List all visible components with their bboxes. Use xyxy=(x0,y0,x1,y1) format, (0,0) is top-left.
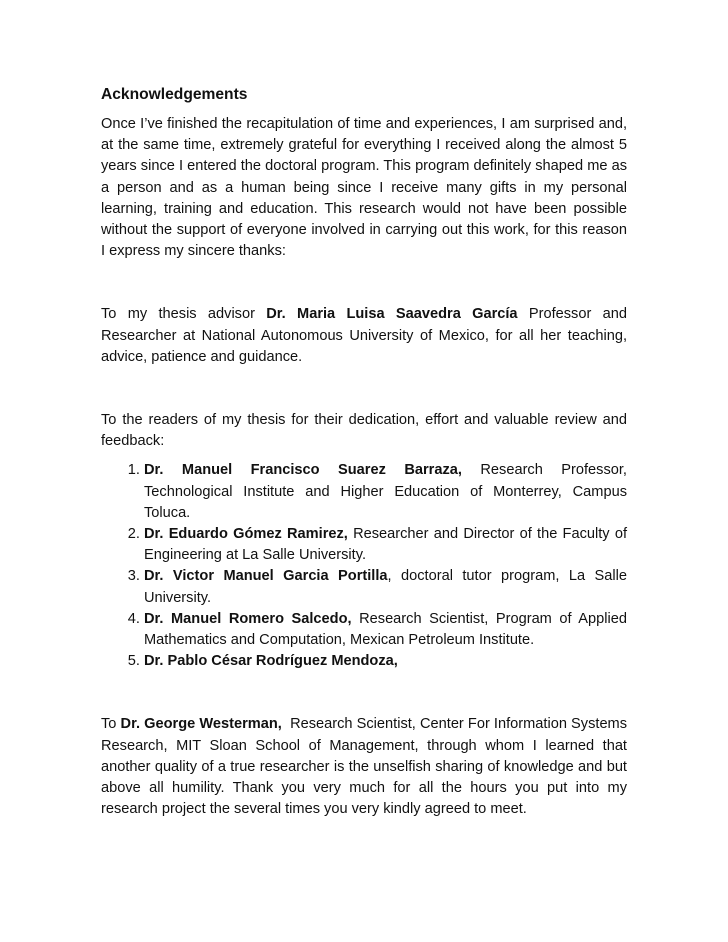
list-item xyxy=(144,524,627,566)
list-item xyxy=(144,651,627,672)
westerman-paragraph xyxy=(101,714,632,820)
page-heading: Acknowledgements xyxy=(101,86,248,103)
westerman-prefix: To xyxy=(101,716,121,733)
advisor-prefix: To my thesis advisor xyxy=(101,306,267,323)
intro-paragraph: Once I’ve finished the recapitulation of time and experiences, I am surprised and, at the same time, extremely grateful for everything I received along the almost 5 years since I entered the doctoral program. This program definitely shaped me as a person and as a human being since I receive many gifts in my personal learning, training and education. This research would not have been possible without the support of everyone involved in carrying out this work, for this reason I express my sincere thanks: xyxy=(101,116,627,260)
reader-name: Dr. Manuel Romero Salcedo, xyxy=(144,610,352,627)
list-item xyxy=(144,609,627,651)
westerman-name: Dr. George Westerman, xyxy=(120,716,282,733)
advisor-name: Dr. Maria Luisa Saavedra García xyxy=(266,306,518,323)
list-item xyxy=(144,566,627,608)
readers-list xyxy=(101,460,627,672)
advisor-rest: Professor and Researcher at National Autonomous University of Mexico, for all her teaching, advice, patience and guidance. xyxy=(101,306,627,365)
reader-name: Dr. Pablo César Rodríguez Mendoza, xyxy=(144,653,398,670)
reader-name: Dr. Eduardo Gómez Ramirez, xyxy=(144,526,348,543)
readers-intro-paragraph: To the readers of my thesis for their dedication, effort and valuable review and feedback: xyxy=(101,412,627,450)
reader-desc: Researcher and Director of the Faculty of Engineering at La Salle University. xyxy=(144,526,627,564)
reader-desc: , doctoral tutor program, La Salle University. xyxy=(144,568,627,606)
document-page xyxy=(101,84,632,820)
reader-name: Dr. Victor Manuel Garcia Portilla xyxy=(144,568,388,585)
westerman-rest: Research Scientist, Center For Information Systems Research, MIT Sloan School of Management, through whom I learned that another quality of a true researcher is the unselfish sharing of knowledge and but above all humility. Thank you very much for all the hours you put into my research project the several times you very kindly agreed to meet. xyxy=(101,716,632,818)
list-item xyxy=(144,460,627,524)
reader-desc: Research Professor, Technological Institute and Higher Education of Monterrey, Campus Toluca. xyxy=(144,462,627,521)
reader-name: Dr. Manuel Francisco Suarez Barraza, xyxy=(144,462,462,479)
advisor-paragraph xyxy=(101,304,627,368)
reader-desc: Research Scientist, Program of Applied Mathematics and Computation, Mexican Petroleum Institute. xyxy=(144,610,627,649)
